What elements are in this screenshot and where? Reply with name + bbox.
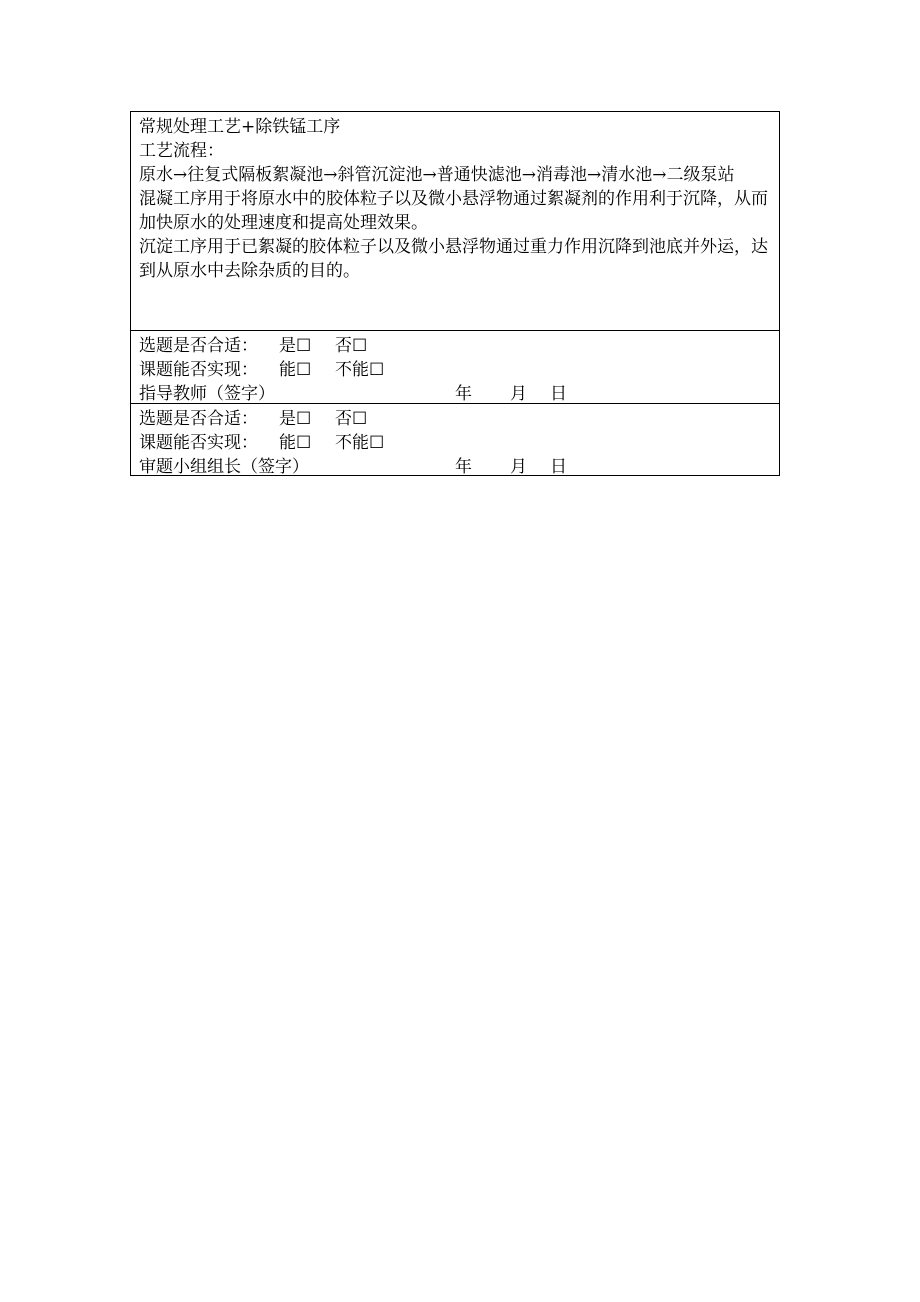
topic-suitable-yes-checkbox[interactable]: 是☐ [279, 336, 312, 356]
process-title: 常规处理工艺+除铁锰工序 [139, 117, 341, 137]
topic-suitable-row [139, 334, 771, 358]
topic-suitable-row [139, 407, 771, 431]
sedimentation-paragraph: 沉淀工序用于已絮凝的胶体粒子以及微小悬浮物通过重力作用沉降到池底并外运，达到从原水中去除杂质的目的。 [139, 237, 768, 281]
topic-suitable-yes-checkbox[interactable]: 是☐ [279, 409, 312, 429]
date-year-label: 年 [455, 457, 472, 477]
topic-feasible-row [139, 358, 771, 382]
date-month-label: 月 [510, 457, 527, 477]
teacher-signature-label: 指导教师（签字） [139, 384, 275, 404]
process-flow-text: 原水→往复式隔板絮凝池→斜管沉淀池→普通快滤池→消毒池→清水池→二级泵站 [139, 165, 735, 185]
date-day-label: 日 [550, 457, 567, 477]
flow-label: 工艺流程： [139, 141, 224, 161]
topic-feasible-yes-checkbox[interactable]: 能☐ [279, 360, 312, 380]
proposal-form-table [130, 111, 780, 476]
topic-suitable-no-checkbox[interactable]: 否☐ [335, 336, 368, 356]
topic-suitable-no-checkbox[interactable]: 否☐ [335, 409, 368, 429]
topic-feasible-row [139, 431, 771, 455]
group-leader-signature-label: 审题小组组长（签字） [139, 457, 309, 477]
date-day-label: 日 [550, 384, 567, 404]
group-review-section [131, 403, 779, 475]
topic-suitable-label: 选题是否合适： [139, 409, 258, 429]
topic-suitable-label: 选题是否合适： [139, 336, 258, 356]
coagulation-paragraph: 混凝工序用于将原水中的胶体粒子以及微小悬浮物通过絮凝剂的作用利于沉降，从而加快原水的处理速度和提高处理效果。 [139, 189, 768, 233]
teacher-review-section [131, 330, 779, 403]
topic-feasible-label: 课题能否实现： [139, 360, 258, 380]
topic-feasible-no-checkbox[interactable]: 不能☐ [335, 433, 385, 453]
date-year-label: 年 [455, 384, 472, 404]
topic-feasible-no-checkbox[interactable]: 不能☐ [335, 360, 385, 380]
process-content-section [131, 112, 779, 330]
topic-feasible-yes-checkbox[interactable]: 能☐ [279, 433, 312, 453]
date-month-label: 月 [510, 384, 527, 404]
group-leader-signature-row [139, 455, 771, 479]
topic-feasible-label: 课题能否实现： [139, 433, 258, 453]
